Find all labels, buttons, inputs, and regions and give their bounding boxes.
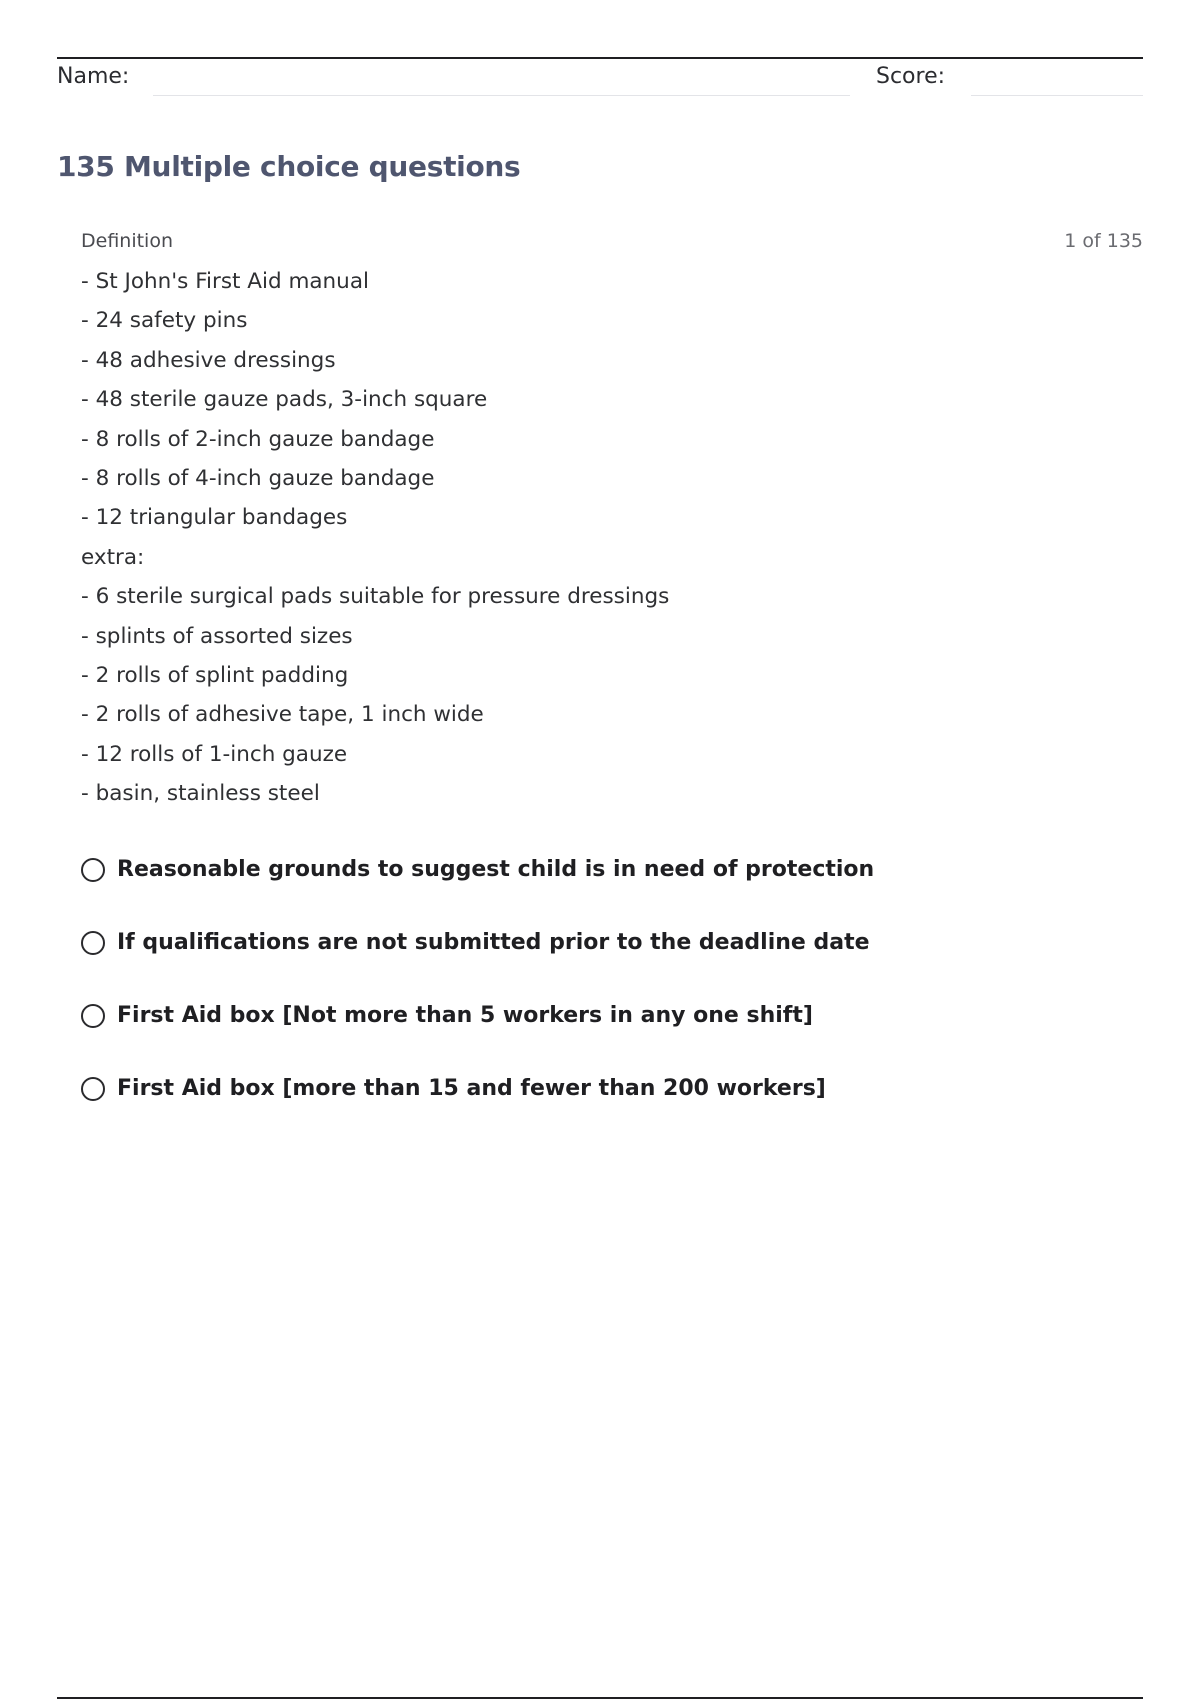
definition-line: - 2 rolls of adhesive tape, 1 inch wide — [81, 702, 484, 728]
page-title: 135 Multiple choice questions — [57, 150, 521, 183]
definition-line: - 8 rolls of 4-inch gauze bandage — [81, 465, 435, 491]
definition-line: - basin, stainless steel — [81, 781, 320, 807]
definition-line: - 8 rolls of 2-inch gauze bandage — [81, 426, 435, 452]
answer-option-4[interactable] — [81, 1052, 874, 1125]
radio-button-icon[interactable] — [81, 1077, 105, 1101]
radio-button-icon[interactable] — [81, 858, 105, 882]
answer-option-1[interactable] — [81, 833, 874, 906]
answer-option-3[interactable] — [81, 979, 874, 1052]
header-top-rule — [57, 57, 1143, 59]
name-field[interactable] — [153, 95, 850, 96]
answer-options — [81, 833, 874, 1125]
score-field[interactable] — [971, 95, 1143, 96]
score-label: Score: — [876, 64, 946, 89]
radio-button-icon[interactable] — [81, 1004, 105, 1028]
definition-line: - 24 safety pins — [81, 308, 248, 334]
definition-line: - 48 sterile gauze pads, 3-inch square — [81, 387, 488, 413]
definition-line: - 2 rolls of splint padding — [81, 662, 349, 688]
question-type-label: Definition — [81, 230, 174, 252]
radio-button-icon[interactable] — [81, 931, 105, 955]
definition-list — [81, 262, 669, 813]
definition-line: - splints of assorted sizes — [81, 623, 353, 649]
answer-option-label: Reasonable grounds to suggest child is in need of protection — [117, 857, 875, 882]
answer-option-label: First Aid box [Not more than 5 workers in any one shift] — [117, 1003, 813, 1028]
footer-rule — [57, 1697, 1143, 1699]
definition-line: - 6 sterile surgical pads suitable for pressure dressings — [81, 584, 670, 610]
definition-line: extra: — [81, 544, 145, 570]
answer-option-label: First Aid box [more than 15 and fewer than 200 workers] — [117, 1076, 826, 1101]
definition-line: - 48 adhesive dressings — [81, 347, 336, 373]
answer-option-label: If qualifications are not submitted prior to the deadline date — [117, 930, 870, 955]
name-label: Name: — [57, 64, 130, 89]
question-counter: 1 of 135 — [1064, 230, 1143, 252]
definition-line: - 12 triangular bandages — [81, 505, 348, 531]
definition-line: - 12 rolls of 1-inch gauze — [81, 741, 348, 767]
answer-option-2[interactable] — [81, 906, 874, 979]
definition-line: - St John's First Aid manual — [81, 269, 369, 294]
